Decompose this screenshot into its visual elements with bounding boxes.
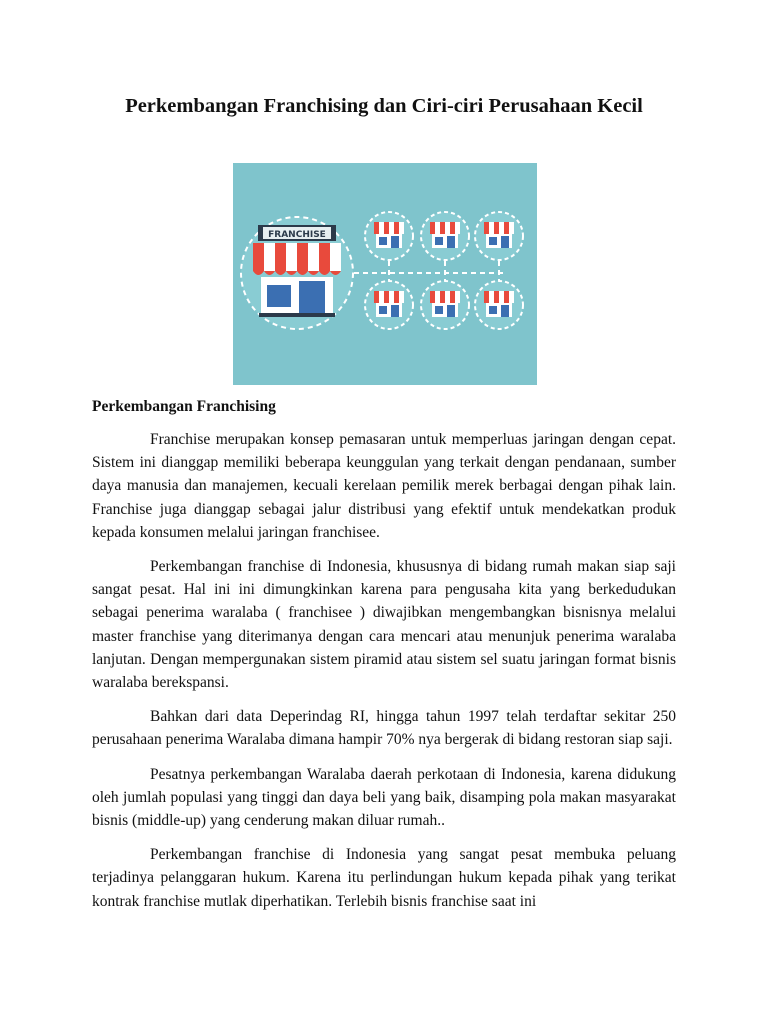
paragraph: Bahkan dari data Deperindag RI, hingga tahun 1997 telah terdaftar sekitar 250 perusahaan penerima Waralaba dimana hampir 70% nya bergerak di bidang restoran siap saji. <box>92 708 676 749</box>
section-heading: Perkembangan Franchising <box>92 398 276 415</box>
main-store-icon <box>241 217 353 329</box>
paragraph: Perkembangan franchise di Indonesia, khususnya di bidang rumah makan siap saji sangat pesat. Hal ini ini dimungkinkan karena para pengusaha kita yang berkedudukan sebagai penerima waralaba ( franchisee ) diwajibkan mengembangkan bisnisnya melalui master franchise yang diterimanya dengan cara mencari atau menunjuk penerima waralaba lanjutan. Dengan mempergunakan sistem piramid atau sistem sel suatu jaringan format bisnis waralaba berekspansi. <box>92 558 676 692</box>
svg-text:FRANCHISE: FRANCHISE <box>268 230 326 240</box>
document-title: Perkembangan Franchising dan Ciri-ciri Perusahaan Kecil <box>125 95 643 117</box>
body-text <box>92 428 676 924</box>
paragraph: Pesatnya perkembangan Waralaba daerah perkotaan di Indonesia, karena didukung oleh jumlah populasi yang tinggi dan daya beli yang baik, disamping pola makan masyarakat bisnis (middle-up) yang cenderung makan diluar rumah.. <box>92 765 676 830</box>
franchise-network-icon <box>233 163 537 385</box>
paragraph: Perkembangan franchise di Indonesia yang sangat pesat membuka peluang terjadinya pelanggaran hukum. Karena itu perlindungan hukum kepada pihak yang terikat kontrak franchise mutlak diperhatikan. Terlebih bisnis franchise saat ini <box>92 846 676 910</box>
paragraph: Franchise merupakan konsep pemasaran untuk memperluas jaringan dengan cepat. Sistem ini dianggap memiliki beberapa keunggulan yang terkait dengan pendanaan, sumber daya manusia dan manajemen, kecuali kerelaan pemilik merek berbagai dengan pihak lain. Franchise juga dianggap sebagai jalur distribusi yang efektif untuk mendekatkan produk kepada konsumen melalui jaringan franchisee. <box>92 431 676 541</box>
